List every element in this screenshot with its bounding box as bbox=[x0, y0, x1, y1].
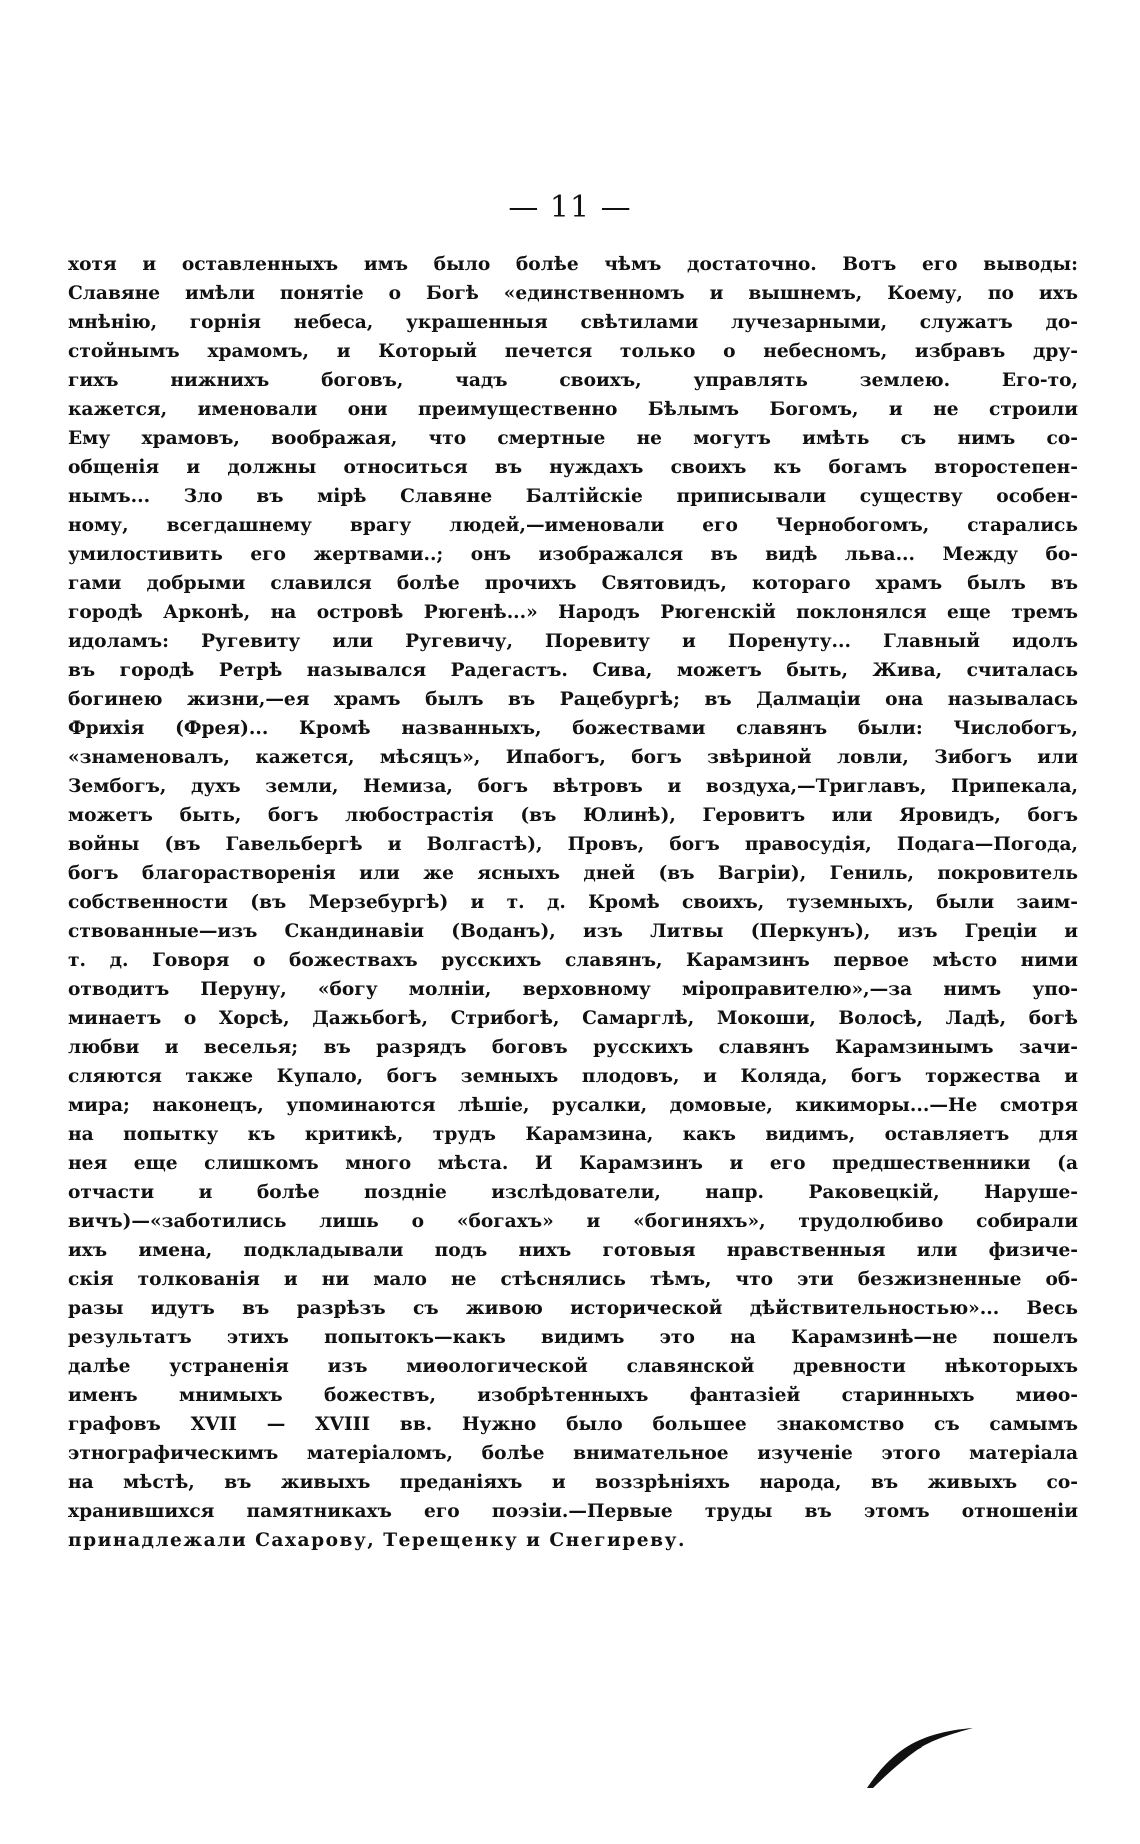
text-line: войны (въ Гавельбергѣ и Волгастѣ), Провъ, богъ правосудія, Подага—Погода, bbox=[68, 834, 1078, 855]
text-line: Фрихія (Фрея)... Кромѣ названныхъ, божествами славянъ были: Числобогъ, bbox=[68, 718, 1078, 739]
text-line: на попытку къ критикѣ, трудъ Карамзина, какъ видимъ, оставляетъ для bbox=[68, 1124, 1078, 1145]
text-line: отводитъ Перуну, «богу молніи, верховному міроправителю»,—за нимъ упо- bbox=[68, 979, 1078, 1000]
text-line: нея еще слишкомъ много мѣста. И Карамзинъ и его предшественники (а bbox=[68, 1153, 1078, 1174]
text-line: можетъ быть, богъ любострастія (въ Юлинѣ), Геровитъ или Яровидъ, богъ bbox=[68, 805, 1078, 826]
body-text bbox=[68, 250, 1078, 1555]
text-line: богъ благорастворенія или же ясныхъ дней (въ Вагріи), Гениль, покровитель bbox=[68, 863, 1078, 884]
text-line: мира; наконецъ, упоминаются лѣшіе, русалки, домовые, кикиморы...—Не смотря bbox=[68, 1095, 1078, 1116]
text-line: этнографическимъ матеріаломъ, болѣе внимательное изученіе этого матеріала bbox=[68, 1443, 1078, 1464]
text-line: въ городѣ Ретрѣ назывался Радегастъ. Сива, можетъ быть, Жива, считалась bbox=[68, 660, 1078, 681]
text-line: т. д. Говоря о божествахъ русскихъ славянъ, Карамзинъ первое мѣсто ними bbox=[68, 950, 1078, 971]
text-line: результатъ этихъ попытокъ—какъ видимъ это на Карамзинѣ—не пошелъ bbox=[68, 1327, 1078, 1348]
text-line: на мѣстѣ, въ живыхъ преданіяхъ и воззрѣніяхъ народа, въ живыхъ со- bbox=[68, 1472, 1078, 1493]
text-line: ному, всегдашнему врагу людей,—именовали его Чернобогомъ, старались bbox=[68, 515, 1078, 536]
text-line: стойнымъ храмомъ, и Который печется только о небесномъ, избравъ дру- bbox=[68, 341, 1078, 362]
text-line: Славяне имѣли понятіе о Богѣ «единственномъ и вышнемъ, Коему, по ихъ bbox=[68, 283, 1078, 304]
ink-stroke-mark bbox=[865, 1722, 975, 1792]
text-line: мнѣнію, горнія небеса, украшенныя свѣтилами лучезарными, служатъ до- bbox=[68, 312, 1078, 333]
text-line: ихъ имена, подкладывали подъ нихъ готовыя нравственныя или физиче- bbox=[68, 1240, 1078, 1261]
text-line: отчасти и болѣе поздніе изслѣдователи, напр. Раковецкій, Наруше- bbox=[68, 1182, 1078, 1203]
text-line: графовъ XVII — XVIII вв. Нужно было большее знакомство съ самымъ bbox=[68, 1414, 1078, 1435]
text-line: вичъ)—«заботились лишь о «богахъ» и «богиняхъ», трудолюбиво собирали bbox=[68, 1211, 1078, 1232]
text-line: богинею жизни,—ея храмъ былъ въ Рацебургѣ; въ Далмаціи она называлась bbox=[68, 689, 1078, 710]
text-line: принадлежали Сахарову, Терещенку и Снегиреву. bbox=[68, 1530, 686, 1551]
text-line: гихъ нижнихъ боговъ, чадъ своихъ, управлять землею. Его-то, bbox=[68, 370, 1078, 391]
text-line: хотя и оставленныхъ имъ было болѣе чѣмъ достаточно. Вотъ его выводы: bbox=[68, 254, 1078, 275]
text-line: хранившихся памятникахъ его поэзіи.—Первые труды въ этомъ отношеніи bbox=[68, 1501, 1078, 1522]
text-line: «знаменовалъ, кажется, мѣсяцъ», Ипабогъ, богъ звѣриной ловли, Зибогъ или bbox=[68, 747, 1078, 768]
text-line: скія толкованія и ни мало не стѣснялись тѣмъ, что эти безжизненные об- bbox=[68, 1269, 1078, 1290]
text-line: кажется, именовали они преимущественно Бѣлымъ Богомъ, и не строили bbox=[68, 399, 1078, 420]
text-line: идоламъ: Ругевиту или Ругевичу, Поревиту и Поренуту... Главный идолъ bbox=[68, 631, 1078, 652]
text-line: сляются также Купало, богъ земныхъ плодовъ, и Коляда, богъ торжества и bbox=[68, 1066, 1078, 1087]
text-line: общенія и должны относиться въ нуждахъ своихъ къ богамъ второстепен- bbox=[68, 457, 1078, 478]
text-line: минаетъ о Хорсѣ, Дажьбогѣ, Стрибогѣ, Самарглѣ, Мокоши, Волосѣ, Ладѣ, богѣ bbox=[68, 1008, 1078, 1029]
text-line: городѣ Арконѣ, на островѣ Рюгенѣ...» Народъ Рюгенскій поклонялся еще тремъ bbox=[68, 602, 1078, 623]
text-line: умилостивить его жертвами..; онъ изображался въ видѣ льва... Между бо- bbox=[68, 544, 1078, 565]
text-line: гами добрыми славился болѣе прочихъ Святовидъ, котораго храмъ былъ въ bbox=[68, 573, 1078, 594]
text-line: собственности (въ Мерзебургѣ) и т. д. Кромѣ своихъ, туземныхъ, были заим- bbox=[68, 892, 1078, 913]
text-line: далѣе устраненія изъ миѳологической славянской древности нѣкоторыхъ bbox=[68, 1356, 1078, 1377]
page-number: — 11 — bbox=[508, 190, 632, 225]
text-line: любви и веселья; въ разрядъ боговъ русскихъ славянъ Карамзинымъ зачи- bbox=[68, 1037, 1078, 1058]
text-line: нымъ... Зло въ мірѣ Славяне Балтійскіе приписывали существу особен- bbox=[68, 486, 1078, 507]
text-line: разы идутъ въ разрѣзъ съ живою исторической дѣйствительностью»... Весь bbox=[68, 1298, 1078, 1319]
text-line: ствованные—изъ Скандинавіи (Воданъ), изъ Литвы (Перкунъ), изъ Греціи и bbox=[68, 921, 1078, 942]
text-line: Зембогъ, духъ земли, Немиза, богъ вѣтровъ и воздуха,—Триглавъ, Припекала, bbox=[68, 776, 1078, 797]
text-line: Ему храмовъ, воображая, что смертные не могутъ имѣть съ нимъ со- bbox=[68, 428, 1078, 449]
text-line: именъ мнимыхъ божествъ, изобрѣтенныхъ фантазіей старинныхъ миѳо- bbox=[68, 1385, 1078, 1406]
